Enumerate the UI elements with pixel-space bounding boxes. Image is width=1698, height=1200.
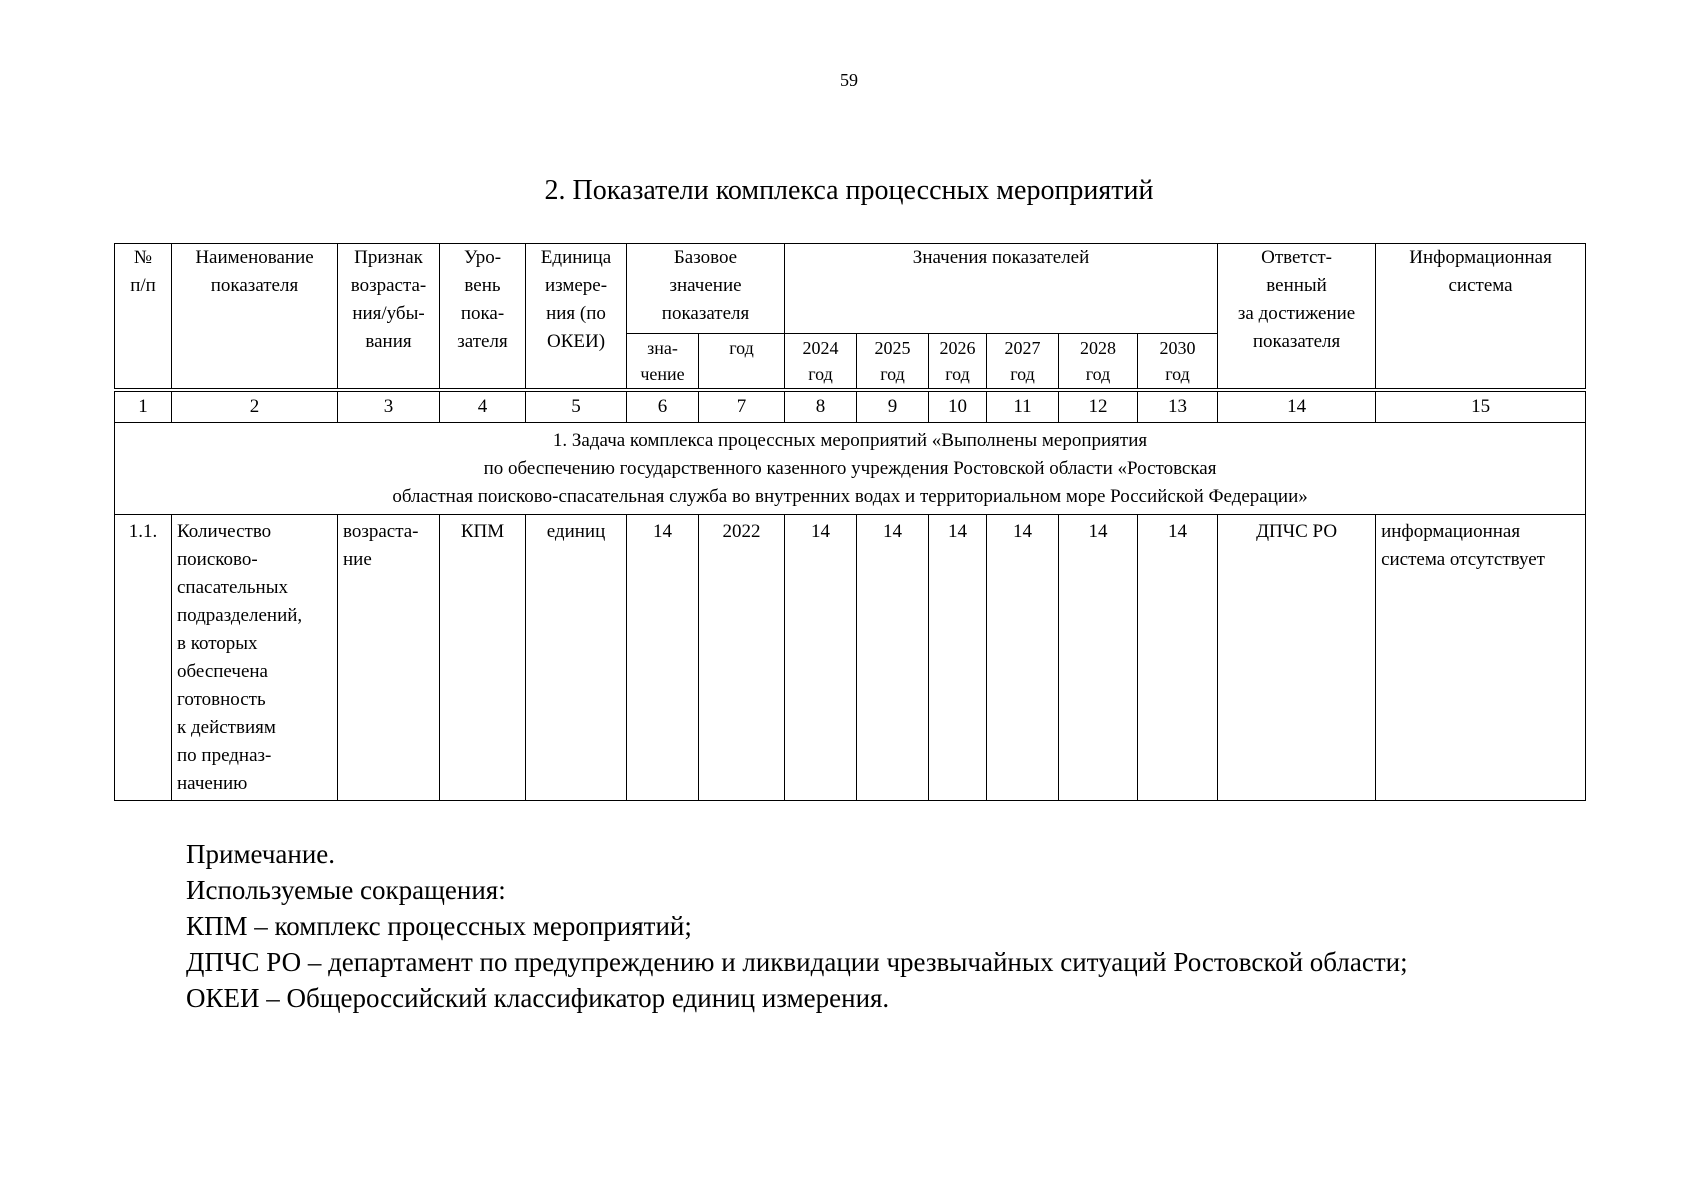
column-number: 10: [929, 390, 987, 423]
note-heading: Примечание.: [186, 839, 336, 869]
note-abbreviation: ДПЧС РО – департамент по предупреждению и ликвидации чрезвычайных ситуаций Ростовской области;: [186, 947, 1408, 977]
note-abbreviation: КПМ – комплекс процессных мероприятий;: [186, 911, 692, 941]
base-year: 2022: [699, 515, 785, 801]
indicators-table: [114, 243, 1586, 801]
header-unit: Единица измере- ния (по ОКЕИ): [526, 244, 627, 390]
header-year-2025: 2025 год: [857, 334, 929, 390]
value-2028: 14: [1059, 515, 1138, 801]
column-number: 3: [338, 390, 440, 423]
value-2024: 14: [785, 515, 857, 801]
column-number: 4: [440, 390, 526, 423]
table-row: [115, 515, 1586, 801]
header-base-value: зна- чение: [627, 334, 699, 390]
header-num: № п/п: [115, 244, 172, 390]
responsible: ДПЧС РО: [1218, 515, 1376, 801]
base-value: 14: [627, 515, 699, 801]
indicator-name: Количество поисково- спасательных подразделений, в которых обеспечена готовность к действиям по предназ- начению: [172, 515, 338, 801]
header-name: Наименование показателя: [172, 244, 338, 390]
header-row: [115, 244, 1586, 334]
value-2030: 14: [1138, 515, 1218, 801]
column-number: 6: [627, 390, 699, 423]
indicator-trend: возраста- ние: [338, 515, 440, 801]
header-base-year: год: [699, 334, 785, 390]
column-number: 9: [857, 390, 929, 423]
header-responsible: Ответст- венный за достижение показателя: [1218, 244, 1376, 390]
header-year-2024: 2024 год: [785, 334, 857, 390]
header-year-2026: 2026 год: [929, 334, 987, 390]
row-number: 1.1.: [115, 515, 172, 801]
column-number: 1: [115, 390, 172, 423]
indicator-unit: единиц: [526, 515, 627, 801]
header-level: Уро- вень пока- зателя: [440, 244, 526, 390]
note-abbreviations-heading: Используемые сокращения:: [186, 875, 506, 905]
header-year-2028: 2028 год: [1059, 334, 1138, 390]
section-title: 2. Показатели комплекса процессных мероприятий: [544, 175, 1154, 206]
column-number: 7: [699, 390, 785, 423]
notes: [186, 836, 1408, 1016]
column-number: 14: [1218, 390, 1376, 423]
task-description: 1. Задача комплекса процессных мероприятий «Выполнены мероприятия по обеспечению государственного казенного учреждения Ростовской области «Ростовская областная поисково-спасательная служба во внутренних водах и территориальном море Российской Федерации»: [115, 423, 1586, 515]
column-number: 8: [785, 390, 857, 423]
page-number: 59: [840, 70, 858, 90]
column-number: 5: [526, 390, 627, 423]
column-number: 2: [172, 390, 338, 423]
column-number: 15: [1376, 390, 1586, 423]
header-base-group: Базовое значение показателя: [627, 244, 785, 334]
column-number-row: [115, 390, 1586, 423]
note-abbreviation: ОКЕИ – Общероссийский классификатор единиц измерения.: [186, 983, 890, 1013]
header-year-2027: 2027 год: [987, 334, 1059, 390]
header-info-system: Информационная система: [1376, 244, 1586, 390]
value-2025: 14: [857, 515, 929, 801]
column-number: 11: [987, 390, 1059, 423]
header-values-group: Значения показателей: [785, 244, 1218, 334]
value-2027: 14: [987, 515, 1059, 801]
value-2026: 14: [929, 515, 987, 801]
indicator-level: КПМ: [440, 515, 526, 801]
column-number: 12: [1059, 390, 1138, 423]
header-year-2030: 2030 год: [1138, 334, 1218, 390]
info-system: информационная система отсутствует: [1376, 515, 1586, 801]
column-number: 13: [1138, 390, 1218, 423]
task-row: [115, 423, 1586, 515]
header-trend: Признак возраста- ния/убы- вания: [338, 244, 440, 390]
